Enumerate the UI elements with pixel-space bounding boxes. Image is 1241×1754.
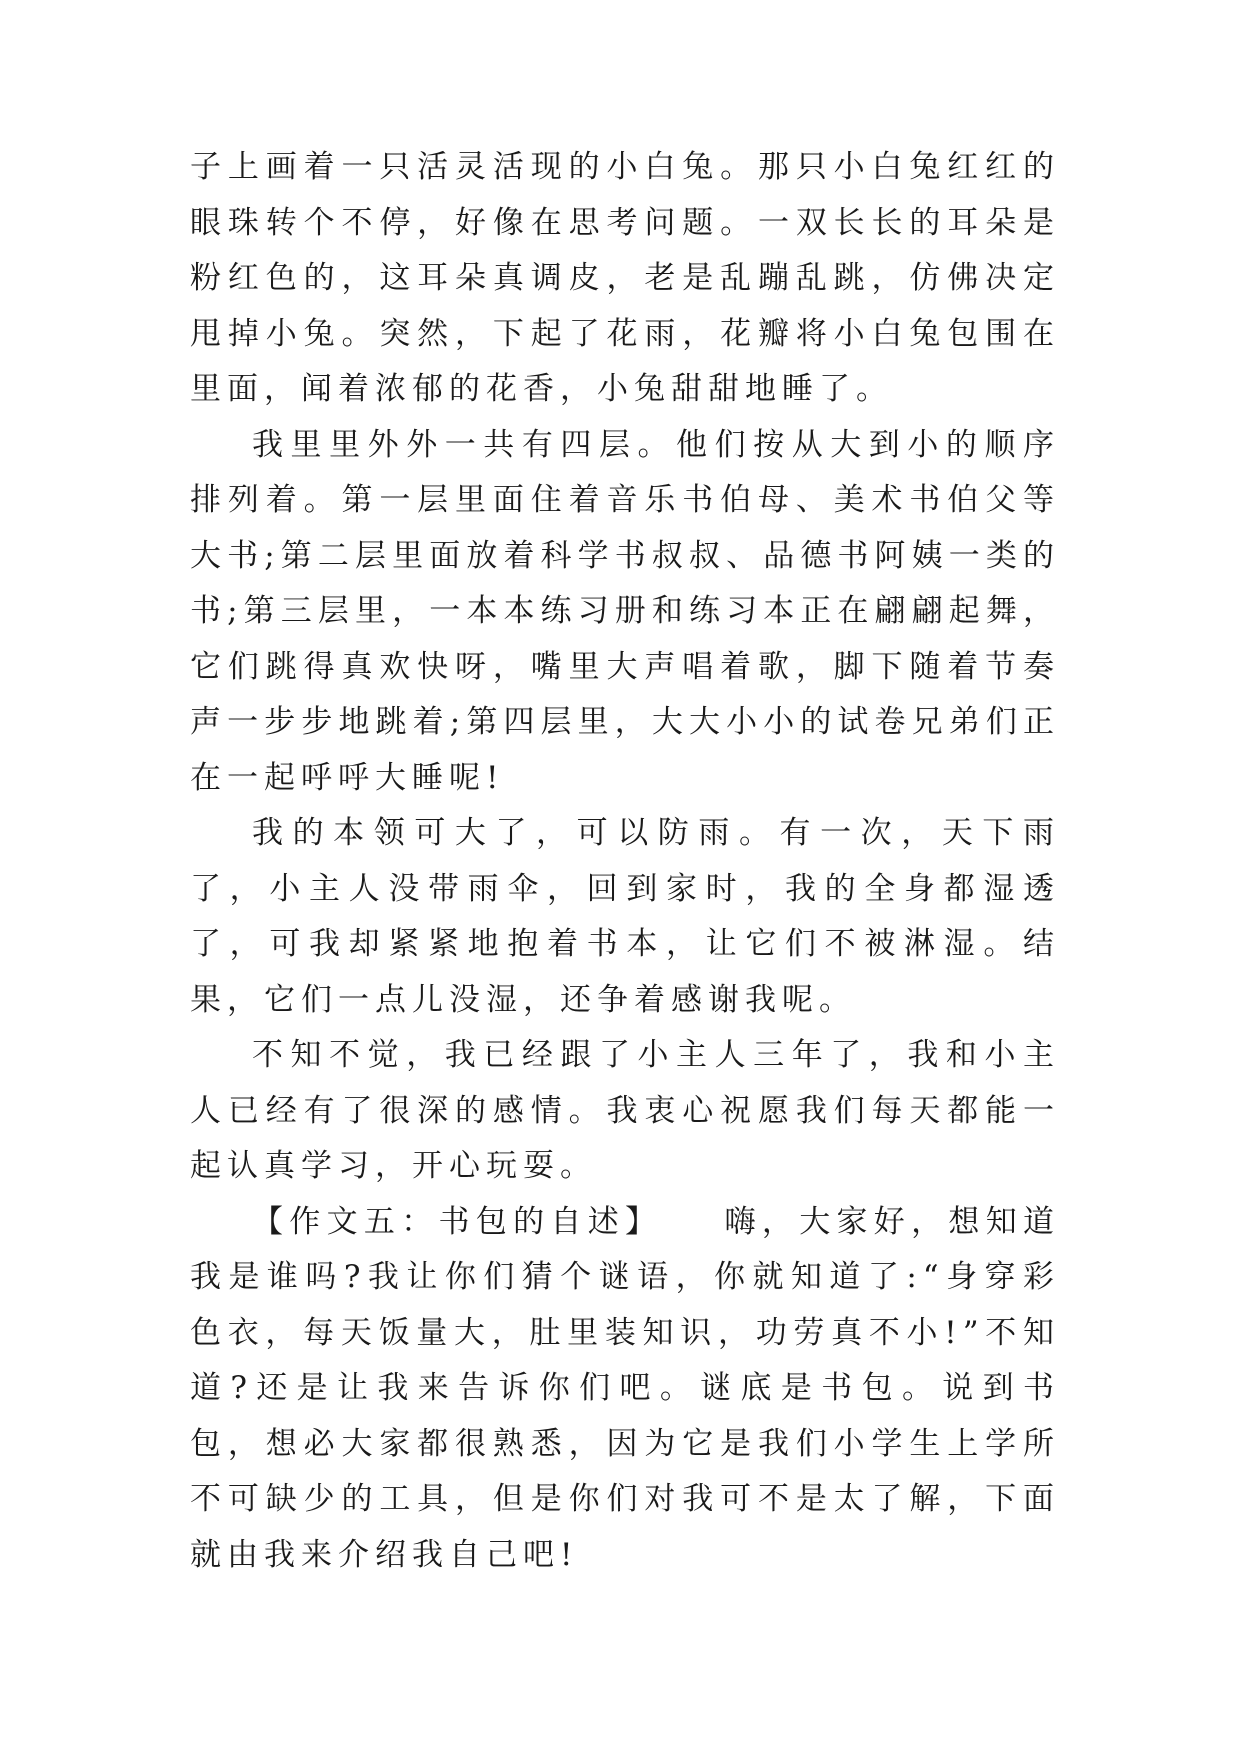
paragraph-three-years: 不知不觉，我已经跟了小主人三年了，我和小主人已经有了很深的感情。我衷心祝愿我们每天都能一起认真学习，开心玩耍。 [190,1037,1060,1184]
essay-five-body: 嗨，大家好，想知道我是谁吗?我让你们猜个谜语，你就知道了:“身穿彩色衣，每天饭量大，肚里装知识，功劳真不小!”不知道?还是让我来告诉你们吧。谜底是书包。说到书包，想必大家都很熟悉，因为它是我们小学生上学所不可缺少的工具，但是你们对我可不是太了解，下面就由我来介绍我自己吧! [190,1203,1061,1573]
paragraph-essay-five [190,1195,1060,1584]
essay-five-heading: 【作文五：书包的自述】 [252,1203,663,1240]
paragraph-four-layers: 我里里外外一共有四层。他们按从大到小的顺序排列着。第一层里面住着音乐书伯母、美术书伯父等大书;第二层里面放着科学书叔叔、品德书阿姨一类的书;第三层里，一本本练习册和练习本正在翩翩起舞，它们跳得真欢快呀，嘴里大声唱着歌，脚下随着节奏声一步步地跳着;第四层里，大大小小的试卷兄弟们正在一起呼呼大睡呢! [190,426,1060,796]
document-page [190,140,1060,1583]
paragraph-rabbit-picture: 子上画着一只活灵活现的小白兔。那只小白兔红红的眼珠转个不停，好像在思考问题。一双长长的耳朵是粉红色的，这耳朵真调皮，老是乱蹦乱跳，仿佛决定甩掉小兔。突然，下起了花雨，花瓣将小白兔包围在里面，闻着浓郁的花香，小兔甜甜地睡了。 [190,149,1060,407]
paragraph-rain-protection: 我的本领可大了，可以防雨。有一次，天下雨了，小主人没带雨伞，回到家时，我的全身都湿透了，可我却紧紧地抱着书本，让它们不被淋湿。结果，它们一点儿没湿，还争着感谢我呢。 [190,815,1060,1018]
